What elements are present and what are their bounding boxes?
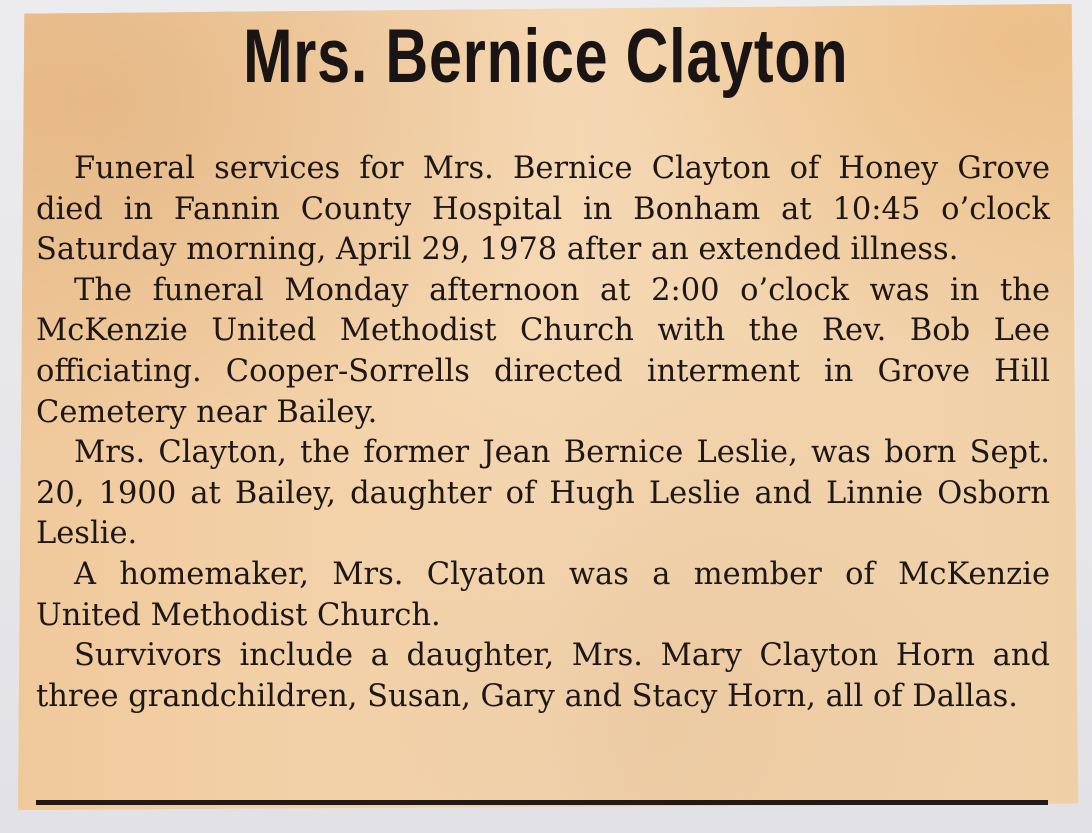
paragraph-survivors: Survivors include a daughter, Mrs. Mary Clayton Horn and three grandchildren, Susan, Gary and Stacy Horn, all of Dallas. <box>36 638 1050 714</box>
paragraph-funeral-details: The funeral Monday afternoon at 2:00 o’clock was in the McKenzie United Methodist Church with the Rev. Bob Lee officiating. Cooper-Sorrells directed interment in Grove Hill Cemetery near Bailey. <box>36 272 1050 430</box>
obituary-headline: Mrs. Bernice Clayton <box>243 14 849 99</box>
paragraph-membership: A homemaker, Mrs. Clyaton was a member of McKenzie United Methodist Church. <box>36 556 1050 633</box>
paragraph-biography: Mrs. Clayton, the former Jean Bernice Leslie, was born Sept. 20, 1900 at Bailey, daughter of Hugh Leslie and Linnie Osborn Leslie. <box>36 435 1050 552</box>
obituary-body <box>36 149 1050 717</box>
bottom-rule <box>36 800 1048 805</box>
paragraph-funeral-services: Funeral services for Mrs. Bernice Clayton of Honey Grove died in Fannin County Hospital in Bonham at 10:45 o’clock Saturday morning, April 29, 1978 after an extended illness. <box>36 151 1050 268</box>
